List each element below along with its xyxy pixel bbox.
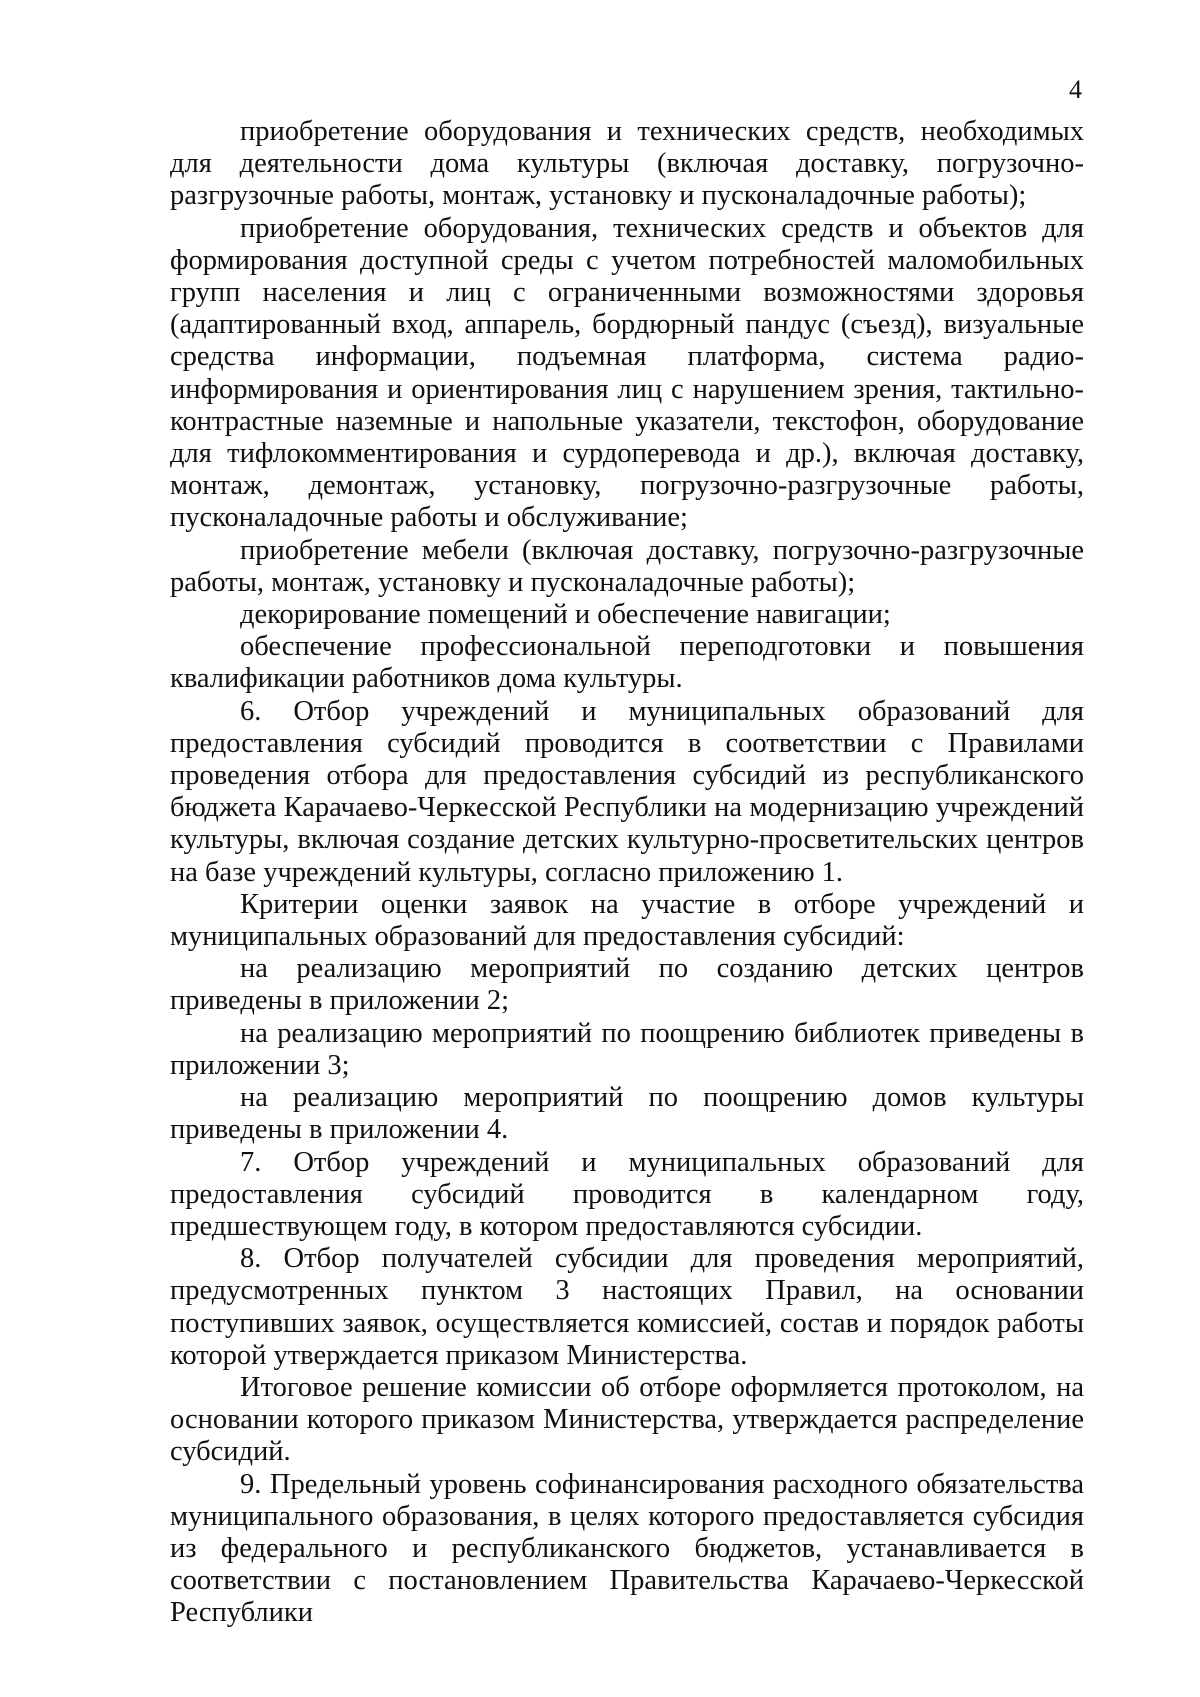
paragraph-item-9: 9. Предельный уровень софинансирования расходного обязательства муниципального образования, в целях которого предоставляется субсидия из федерального и республиканского бюджетов, устанавливается в соответствии с постановлением Правительства Карачаево-Черкесской Республики <box>170 1468 1084 1629</box>
paragraph-item-7: 7. Отбор учреждений и муниципальных образований для предоставления субсидий проводится в календарном году, предшествующем году, в котором предоставляются субсидии. <box>170 1146 1084 1242</box>
paragraph-criteria-children-centers: на реализацию мероприятий по созданию детских центров приведены в приложении 2; <box>170 953 1084 1017</box>
paragraph-criteria-culture-houses: на реализацию мероприятий по поощрению домов культуры приведены в приложении 4. <box>170 1082 1084 1146</box>
paragraph-criteria-libraries: на реализацию мероприятий по поощрению библиотек приведены в приложении 3; <box>170 1017 1084 1081</box>
paragraph-furniture-purchase: приобретение мебели (включая доставку, погрузочно-разгрузочные работы, монтаж, установку и пусконаладочные работы); <box>170 534 1084 598</box>
paragraph-decoration-navigation: декорирование помещений и обеспечение навигации; <box>240 599 891 631</box>
page-number: 4 <box>1069 75 1082 104</box>
paragraph-evaluation-criteria: Критерии оценки заявок на участие в отборе учреждений и муниципальных образований для предоставления субсидий: <box>170 888 1084 953</box>
paragraph-final-decision: Итоговое решение комиссии об отборе оформляется протоколом, на основании которого приказом Министерства, утверждается распределение субсидий. <box>170 1371 1084 1468</box>
paragraph-item-6: 6. Отбор учреждений и муниципальных образований для предоставления субсидий проводится в соответствии с Правилами проведения отбора для предоставления субсидий из республиканского бюджета Карачаево-Черкесской Республики на модернизацию учреждений культуры, включая создание детских культурно-просветительских центров на базе учреждений культуры, согласно приложению 1. <box>170 695 1084 888</box>
paragraph-item-8: 8. Отбор получателей субсидии для проведения мероприятий, предусмотренных пунктом 3 настоящих Правил, на основании поступивших заявок, осуществляется комиссией, состав и порядок работы которой утверждается приказом Министерства. <box>170 1243 1084 1371</box>
paragraph-staff-training: обеспечение профессиональной переподготовки и повышения квалификации работников дома культуры. <box>170 631 1084 695</box>
paragraph-equipment-purchase: приобретение оборудования и технических средств, необходимых для деятельности дома культуры (включая доставку, погрузочно-разгрузочные работы, монтаж, установку и пусконаладочные работы); <box>170 116 1084 212</box>
paragraph-accessible-environment: приобретение оборудования, технических средств и объектов для формирования доступной среды с учетом потребностей маломобильных групп населения и лиц с ограниченными возможностями здоровья (адаптированный вход, аппарель, бордюрный пандус (съезд), визуальные средства информации, подъемная платформа, система радио-информирования и ориентирования лиц с нарушением зрения, тактильно-контрастные наземные и напольные указатели, текстофон, оборудование для тифлокомментирования и сурдоперевода и др.), включая доставку, монтаж, демонтаж, установку, погрузочно-разгрузочные работы, пусконаладочные работы и обслуживание; <box>170 212 1084 534</box>
document-body <box>170 116 1084 1630</box>
